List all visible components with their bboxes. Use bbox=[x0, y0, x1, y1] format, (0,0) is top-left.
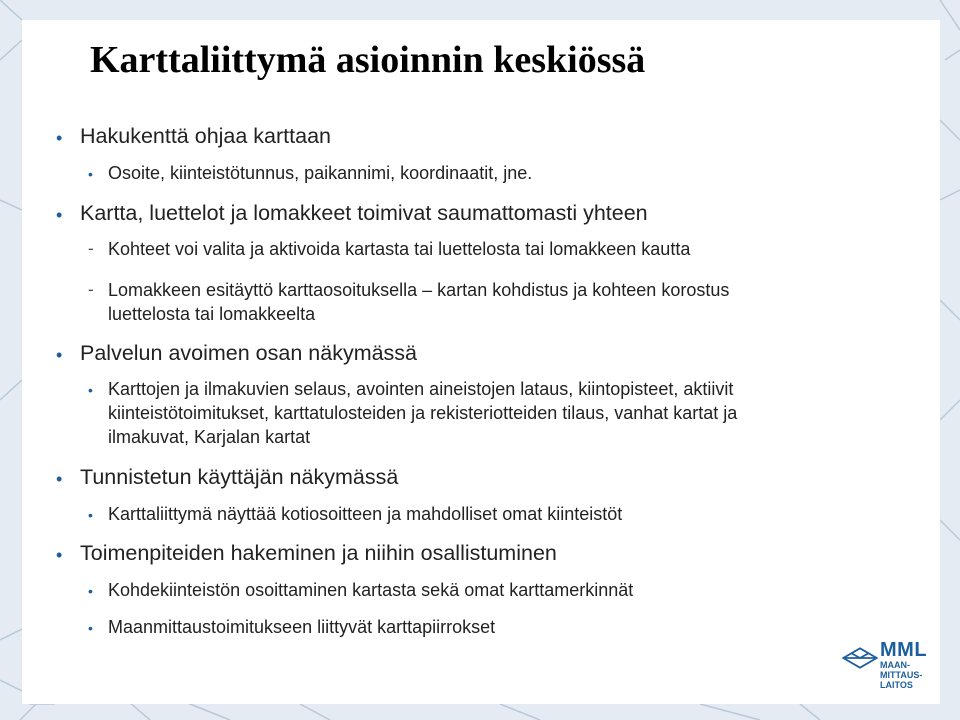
sub-bullet-marker: - bbox=[88, 280, 94, 299]
bullet-item: Tunnistetun käyttäjän näkymässä bbox=[80, 465, 399, 489]
logo-abbr: MML bbox=[880, 639, 928, 661]
bullet-marker: • bbox=[56, 545, 63, 565]
slide-title: Karttaliittymä asioinnin keskiössä bbox=[90, 39, 646, 81]
sub-bullet-item: Lomakkeen esitäyttö karttaosoituksella – kartan kohdistus ja kohteen korostus bbox=[108, 280, 730, 300]
sub-bullet-marker: • bbox=[88, 382, 93, 398]
logo-line: LAITOS bbox=[880, 680, 913, 690]
sub-bullet-marker: • bbox=[88, 583, 93, 599]
sub-bullet-marker: • bbox=[88, 166, 93, 182]
sub-bullet-item-continuation: luettelosta tai lomakkeelta bbox=[108, 304, 316, 324]
sub-bullet-item: Osoite, kiinteistötunnus, paikannimi, koordinaatit, jne. bbox=[108, 163, 533, 183]
bullet-item: Hakukenttä ohjaa karttaan bbox=[80, 124, 331, 148]
sub-bullet-marker: - bbox=[88, 239, 94, 258]
mml-logo-icon bbox=[838, 636, 882, 680]
bullet-marker: • bbox=[56, 205, 63, 225]
sub-bullet-item: Karttaliittymä näyttää kotiosoitteen ja mahdolliset omat kiinteistöt bbox=[108, 504, 623, 524]
bullet-item: Toimenpiteiden hakeminen ja niihin osallistuminen bbox=[80, 541, 557, 565]
bullet-marker: • bbox=[56, 469, 63, 489]
sub-bullet-item: Kohdekiinteistön osoittaminen kartasta sekä omat karttamerkinnät bbox=[108, 580, 634, 600]
bullet-marker: • bbox=[56, 345, 63, 365]
bullet-marker: • bbox=[56, 128, 63, 148]
logo-line: MITTAUS- bbox=[880, 670, 923, 680]
mml-logo bbox=[880, 640, 927, 690]
bullet-item: Kartta, luettelot ja lomakkeet toimivat saumattomasti yhteen bbox=[80, 201, 648, 225]
sub-bullet-item: Kohteet voi valita ja aktivoida kartasta tai luettelosta tai lomakkeen kautta bbox=[108, 239, 691, 259]
bullet-item: Palvelun avoimen osan näkymässä bbox=[80, 341, 418, 365]
sub-bullet-item: Karttojen ja ilmakuvien selaus, avointen aineistojen lataus, kiintopisteet, aktiivit bbox=[108, 379, 734, 399]
sub-bullet-marker: • bbox=[88, 507, 93, 523]
logo-line: MAAN- bbox=[880, 660, 910, 670]
sub-bullet-item-continuation: kiinteistötoimitukset, karttatulosteiden ja rekisteriotteiden tilaus, vanhat kartat ja bbox=[108, 403, 738, 423]
sub-bullet-item-continuation: ilmakuvat, Karjalan kartat bbox=[108, 427, 311, 447]
sub-bullet-item: Maanmittaustoimitukseen liittyvät karttapiirrokset bbox=[108, 617, 496, 637]
sub-bullet-marker: • bbox=[88, 620, 93, 636]
